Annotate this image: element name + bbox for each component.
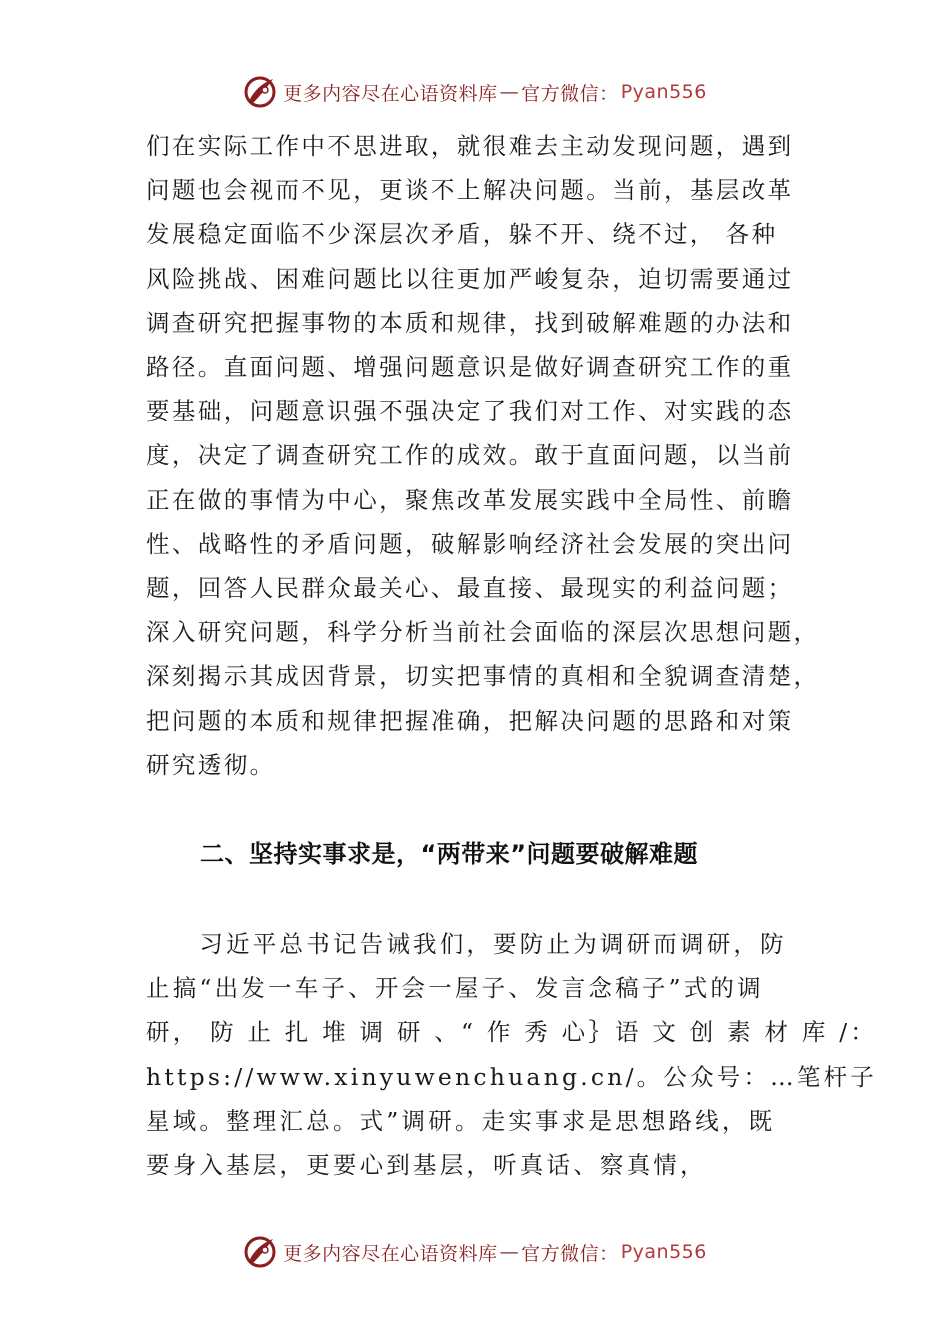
paragraph-line: 把问题的本质和规律把握准确，把解决问题的思路和对策 (146, 706, 794, 735)
watermark-banner-top (0, 72, 950, 112)
paragraph-line: 调查研究把握事物的本质和规律，找到破解难题的办法和 (146, 308, 794, 337)
section-heading: 二、坚持实事求是，“两带来”问题要破解难题 (200, 840, 699, 868)
paragraph-line: 研， 防 止 扎 堆 调 研 、“ 作 秀 心｝语 文 创 素 材 库 /： (146, 1018, 878, 1047)
paragraph-line: 题，回答人民群众最关心、最直接、最现实的利益问题； (146, 574, 794, 603)
paragraph-line: 要身入基层，更要心到基层，听真话、察真情， (146, 1151, 707, 1180)
paragraph-line: 发展稳定面临不少深层次矛盾，躲不开、绕不过， 各种 (146, 220, 778, 249)
watermark-separator: — (499, 81, 520, 103)
paragraph-line: https://www.xinyuwenchuang.cn/。公众号：…笔杆子 (146, 1062, 877, 1091)
paragraph-line: 问题也会视而不见，更谈不上解决问题。当前，基层改革 (146, 176, 794, 205)
watermark-site-text: 更多内容尽在心语资料库 (283, 82, 498, 105)
watermark-banner-bottom (0, 1232, 950, 1272)
paragraph-line: 习近平总书记告诫我们，要防止为调研而调研，防 (146, 930, 787, 958)
paragraph-line: 正在做的事情为中心，聚焦改革发展实践中全局性、前瞻 (146, 485, 794, 514)
body-paragraph-2 (146, 922, 878, 1187)
watermark-wechat-label: 官方微信： (521, 1242, 619, 1265)
body-paragraph-1 (146, 124, 826, 787)
paragraph-line: 研究透彻。 (146, 750, 276, 779)
watermark-separator: — (499, 1241, 520, 1263)
brush-logo-icon (243, 1235, 277, 1269)
paragraph-line: 路径。直面问题、增强问题意识是做好调查研究工作的重 (146, 353, 794, 382)
paragraph-line: 性、战略性的矛盾问题，破解影响经济社会发展的突出问 (146, 529, 794, 558)
watermark-wechat-account: Pyan556 (620, 1241, 707, 1263)
paragraph-line: 星域。整理汇总。式”调研。走实事求是思想路线，既 (146, 1106, 776, 1135)
paragraph-line: 深入研究问题，科学分析当前社会面临的深层次思想问题， (146, 618, 820, 647)
watermark-wechat-account: Pyan556 (620, 81, 707, 103)
paragraph-line: 止搞“出发一车子、开会一屋子、发言念稿子”式的调 (146, 974, 764, 1003)
paragraph-line: 风险挑战、困难问题比以往更加严峻复杂，迫切需要通过 (146, 264, 794, 293)
paragraph-line: 们在实际工作中不思进取，就很难去主动发现问题，遇到 (146, 132, 794, 160)
paragraph-line: 度，决定了调查研究工作的成效。敢于直面问题，以当前 (146, 441, 794, 470)
paragraph-line: 深刻揭示其成因背景，切实把事情的真相和全貌调查清楚， (146, 662, 820, 691)
watermark-site-text: 更多内容尽在心语资料库 (283, 1242, 498, 1265)
paragraph-line: 要基础，问题意识强不强决定了我们对工作、对实践的态 (146, 397, 794, 426)
brush-logo-icon (243, 75, 277, 109)
watermark-wechat-label: 官方微信： (521, 82, 619, 105)
